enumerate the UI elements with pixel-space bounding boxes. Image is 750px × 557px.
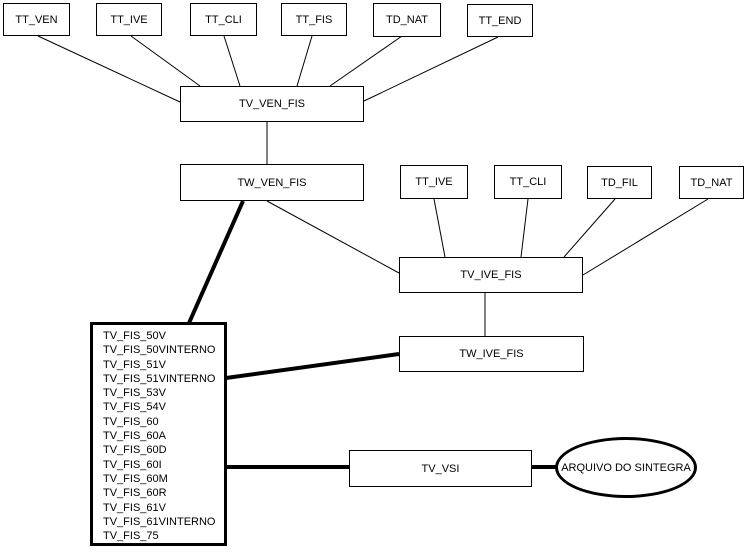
edge-tw-ven-fis--fis-box (189, 201, 243, 323)
fis-view-item: TV_FIS_61VINTERNO (103, 515, 216, 528)
node-tv-ven-fis: TV_VEN_FIS (180, 86, 364, 122)
fis-view-item: TV_FIS_50V (103, 330, 166, 342)
node-tt-ven: TT_VEN (3, 3, 70, 36)
fis-view-item: TV_FIS_61V (103, 501, 166, 514)
edge-td-nat-top--tv-ven-fis (330, 36, 402, 86)
edge-tt-ven--tv-ven-fis (38, 36, 180, 102)
node-tw-ven-fis: TW_VEN_FIS (180, 164, 364, 201)
edge-tt-cli-top--tv-ven-fis (224, 36, 240, 86)
node-tt-ive-top: TT_IVE (96, 3, 162, 36)
edge-tt-cli-mid--tv-ive-fis (521, 199, 528, 257)
edge-tt-end--tv-ven-fis (364, 37, 498, 101)
fis-view-item: TV_FIS_53V (103, 387, 166, 400)
edge-tw-ven-fis--tv-ive-fis (267, 201, 399, 273)
edge-fis-box--tw-ive-fis (226, 354, 399, 378)
fis-view-item: TV_FIS_54V (103, 401, 166, 414)
fis-view-item: TV_FIS_50VINTERNO (103, 344, 216, 357)
fis-view-item: TV_FIS_60M (103, 472, 168, 485)
node-tt-end: TT_END (467, 4, 533, 37)
fis-view-item: TV_FIS_51V (103, 358, 166, 371)
fis-view-item: TV_FIS_60D (103, 444, 167, 457)
fis-views-box (90, 322, 227, 546)
edge-tt-ive-top--tv-ven-fis (131, 36, 200, 86)
edge-td-fil--tv-ive-fis (564, 199, 615, 257)
fis-view-item: TV_FIS_75 (103, 530, 159, 543)
node-td-nat-mid: TD_NAT (679, 166, 744, 199)
node-tv-vsi: TV_VSI (349, 450, 532, 487)
fis-view-item: TV_FIS_60R (103, 487, 167, 500)
node-tt-ive-mid: TT_IVE (400, 165, 468, 199)
node-tt-fis: TT_FIS (281, 3, 347, 36)
fis-view-item: TV_FIS_60 (103, 415, 159, 428)
fis-view-item: TV_FIS_51VINTERNO (103, 372, 216, 385)
edge-tt-ive-mid--tv-ive-fis (434, 199, 445, 257)
node-td-nat-top: TD_NAT (373, 3, 441, 37)
fis-view-item: TV_FIS_60I (103, 458, 162, 471)
node-tt-cli-mid: TT_CLI (494, 165, 562, 199)
node-tw-ive-fis: TW_IVE_FIS (399, 336, 584, 372)
fis-view-item: TV_FIS_60A (103, 430, 166, 443)
node-tt-cli-top: TT_CLI (190, 3, 257, 36)
sintegra-file-ellipse: ARQUIVO DO SINTEGRA (555, 437, 697, 498)
node-tv-ive-fis: TV_IVE_FIS (399, 257, 583, 293)
edge-tt-fis--tv-ven-fis (297, 36, 312, 86)
node-td-fil: TD_FIL (587, 166, 652, 199)
edge-td-nat-mid--tv-ive-fis (583, 199, 708, 275)
